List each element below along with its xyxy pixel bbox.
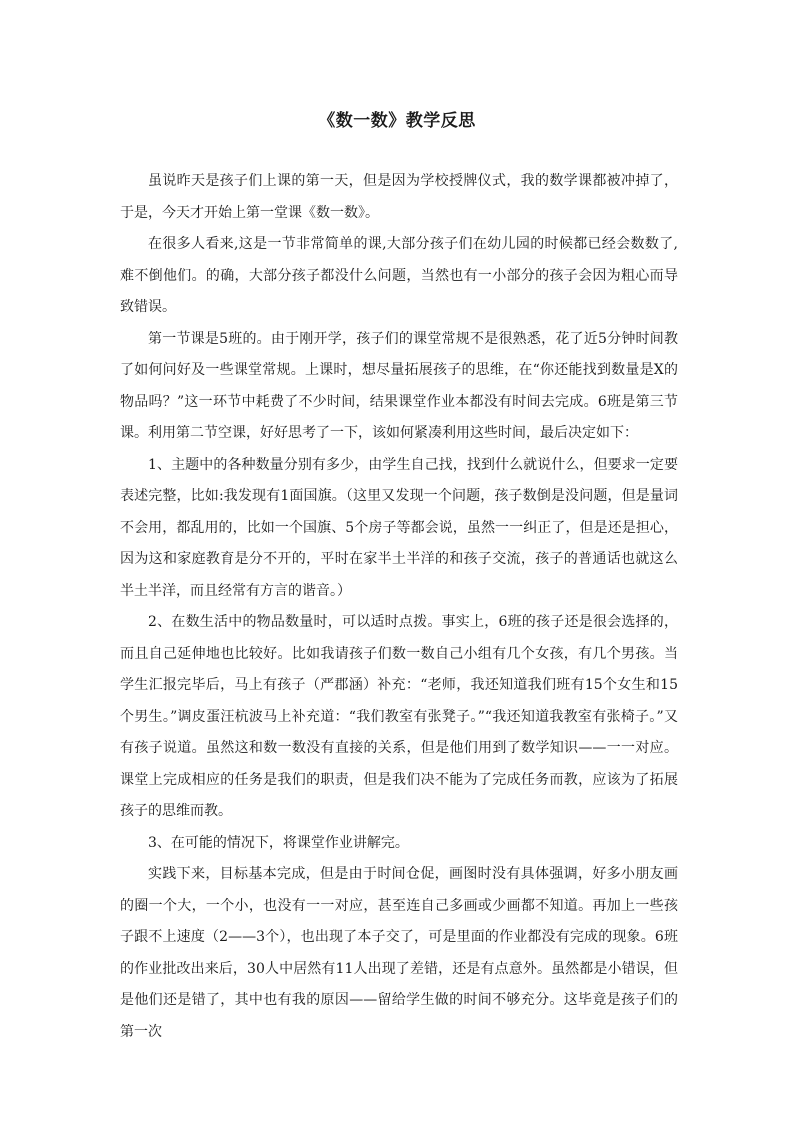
paragraph: 在很多人看来,这是一节非常简单的课,大部分孩子们在幼儿园的时候都已经会数数了,难不倒他们。的确，大部分孩子都没什么问题，当然也有一小部分的孩子会因为粗心而导致错误。: [120, 236, 678, 315]
paragraph: 实践下来，目标基本完成，但是由于时间仓促，画图时没有具体强调，好多小朋友画的圈一个大，一个小，也没有一一对应，甚至连自己多画或少画都不知道。再加上一些孩子跟不上速度（2——3个），也出现了本子交了，可是里面的作业都没有完成的现象。6班的作业批改出来后，30人中居然有11人出现了差错，还是有点意外。虽然都是小错误，但是他们还是错了，其中也有我的原因——留给学生做的时间不够充分。这毕竟是孩子们的第一次: [120, 866, 678, 1040]
paragraph: 虽说昨天是孩子们上课的第一天，但是因为学校授牌仪式，我的数学课都被冲掉了，于是，今天才开始上第一堂课《数一数》。: [120, 173, 678, 221]
document-body: [120, 166, 678, 1048]
paragraph: 3、在可能的情况下，将课堂作业讲解完。: [148, 834, 409, 851]
document-title: 《数一数》教学反思: [318, 111, 476, 131]
paragraph: 2、在数生活中的物品数量时，可以适时点拨。事实上，6班的孩子还是很会选择的，而且自己延伸地也比较好。比如我请孩子们数一数自己小组有几个女孩，有几个男孩。当学生汇报完毕后，马上有孩子（严郡涵）补充：“老师，我还知道我们班有15个女生和15个男生。”调皮蛋汪杭波马上补充道：“我们教室有张凳子。”“我还知道我教室有张椅子。”又有孩子说道。虽然这和数一数没有直接的关系，但是他们用到了数学知识——一一对应。课堂上完成相应的任务是我们的职责，但是我们决不能为了完成任务而教，应该为了拓展孩子的思维而教。: [120, 614, 678, 819]
paragraph: 第一节课是5班的。由于刚开学，孩子们的课堂常规不是很熟悉，花了近5分钟时间教了如何问好及一些课堂常规。上课时，想尽量拓展孩子的思维，在“你还能找到数量是X的物品吗？”这一环节中耗费了不少时间，结果课堂作业本都没有时间去完成。6班是第三节课。利用第二节空课，好好思考了一下，该如何紧凑利用这些时间，最后决定如下：: [120, 330, 678, 441]
paragraph: 1、主题中的各种数量分别有多少，由学生自己找，找到什么就说什么，但要求一定要表述完整，比如:我发现有1面国旗。（这里又发现一个问题，孩子数倒是没问题，但是量词不会用，都乱用的，比如一个国旗、5个房子等都会说，虽然一一纠正了，但是还是担心，因为这和家庭教育是分不开的，平时在家半土半洋的和孩子交流，孩子的普通话也就这么半土半洋，而且经常有方言的谐音。）: [120, 456, 678, 599]
